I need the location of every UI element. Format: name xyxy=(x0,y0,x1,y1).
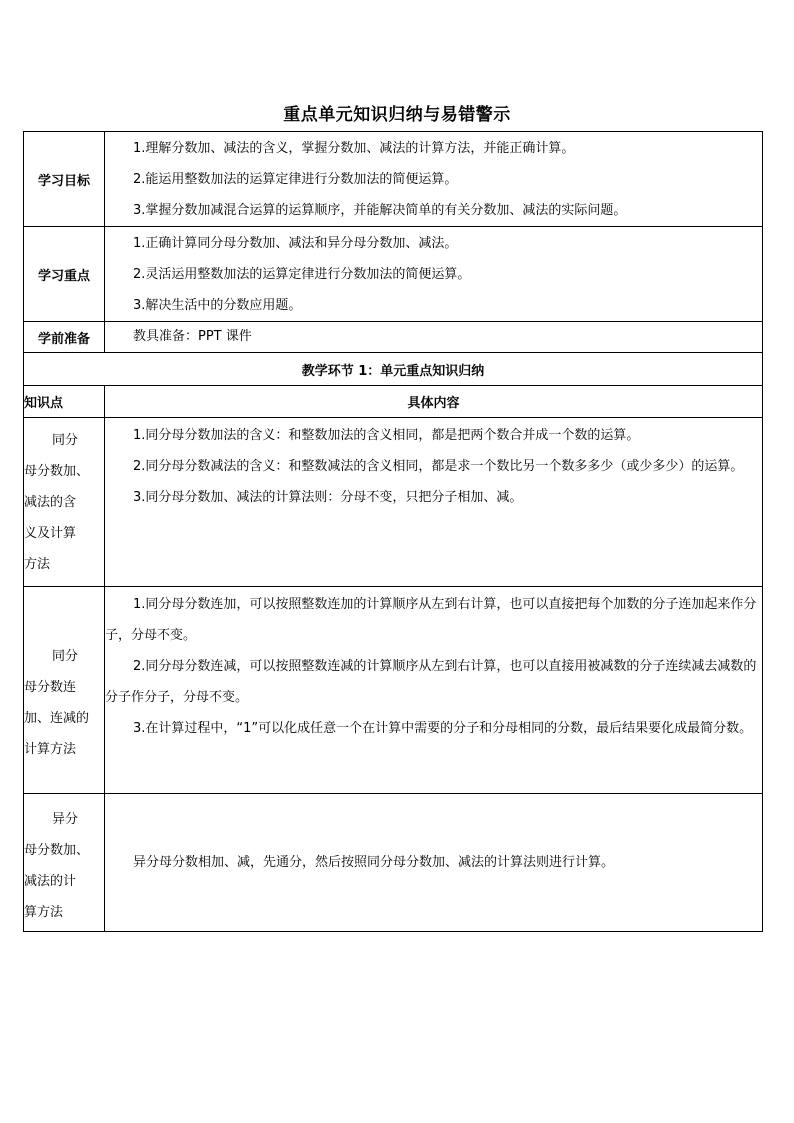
topic-paragraph: 异分母分数相加、减，先通分，然后按照同分母分数加、减法的计算法则进行计算。 xyxy=(133,855,615,870)
topic-paragraph: 1.同分母分数加法的含义：和整数加法的含义相同，都是把两个数合并成一个数的运算。 xyxy=(133,428,640,443)
topic-row xyxy=(24,794,763,932)
prep-label: 学前准备 xyxy=(24,322,105,353)
topic-label-line: 同分 xyxy=(52,432,79,448)
keypoint-item: 2.灵活运用整数加法的运算定律进行分数加法的简便运算。 xyxy=(133,266,471,282)
topic-label-line: 计算方法 xyxy=(24,742,77,757)
topic-label-line: 方法 xyxy=(24,556,51,572)
topic-label-line: 加、连减的 xyxy=(24,711,90,726)
topic-label-line: 义及计算 xyxy=(24,525,77,541)
prep-row xyxy=(24,322,763,353)
table-head-row xyxy=(24,386,763,418)
topic-label-line: 母分数加、 xyxy=(24,842,90,858)
topic-label-line: 母分数加、 xyxy=(24,463,90,479)
keypoint-item: 1.正确计算同分母分数加、减法和异分母分数加、减法。 xyxy=(133,235,458,251)
goal-item: 2.能运用整数加法的运算定律进行分数加法的简便运算。 xyxy=(133,171,458,187)
topic-label xyxy=(24,587,105,794)
topic-label-line: 算方法 xyxy=(24,904,64,920)
goals-row xyxy=(24,132,763,227)
goals-content xyxy=(105,132,763,227)
topic-paragraph: 2.同分母分数减法的含义：和整数减法的含义相同，都是求一个数比另一个数多多少（或少多少）的运算。 xyxy=(133,459,744,474)
goals-label: 学习目标 xyxy=(24,132,105,227)
keypoints-label: 学习重点 xyxy=(24,227,105,322)
topic-label-line: 减法的计 xyxy=(24,873,77,889)
topic-label-line: 异分 xyxy=(52,811,79,827)
topic-paragraph: 1.同分母分数连加，可以按照整数连加的计算顺序从左到右计算，也可以直接把每个加数的分子连加起来作分子，分母不变。 xyxy=(105,597,757,643)
head-knowledge-point: 知识点 xyxy=(24,386,105,418)
topic-label-line: 母分数连 xyxy=(24,680,77,695)
section-title: 教学环节 1：单元重点知识归纳 xyxy=(24,353,763,386)
topic-label-line: 减法的含 xyxy=(24,494,77,510)
topic-content xyxy=(105,587,763,794)
keypoints-row xyxy=(24,227,763,322)
prep-content xyxy=(105,322,763,353)
head-content: 具体内容 xyxy=(105,386,763,418)
topic-row xyxy=(24,418,763,587)
topic-label xyxy=(24,418,105,587)
topic-paragraph: 3.在计算过程中，“1”可以化成任意一个在计算中需要的分子和分母相同的分数，最后结果要化成最简分数。 xyxy=(133,721,753,736)
keypoints-content xyxy=(105,227,763,322)
section-row xyxy=(24,353,763,386)
topic-paragraph: 2.同分母分数连减，可以按照整数连减的计算顺序从左到右计算，也可以直接用被减数的分子连续减去减数的分子作分子，分母不变。 xyxy=(105,659,757,705)
topic-row xyxy=(24,587,763,794)
lesson-table xyxy=(23,131,763,932)
topic-label-line: 同分 xyxy=(52,649,79,664)
goal-item: 1.理解分数加、减法的含义，掌握分数加、减法的计算方法，并能正确计算。 xyxy=(133,140,575,156)
prep-text: 教具准备：PPT 课件 xyxy=(133,329,252,344)
topic-content xyxy=(105,794,763,932)
keypoint-item: 3.解决生活中的分数应用题。 xyxy=(133,297,302,313)
topic-label xyxy=(24,794,105,932)
topic-paragraph: 3.同分母分数加、减法的计算法则：分母不变，只把分子相加、减。 xyxy=(133,490,523,505)
goal-item: 3.掌握分数加减混合运算的运算顺序，并能解决简单的有关分数加、减法的实际问题。 xyxy=(133,202,627,218)
page-title: 重点单元知识归纳与易错警示 xyxy=(283,105,511,125)
topic-content xyxy=(105,418,763,587)
